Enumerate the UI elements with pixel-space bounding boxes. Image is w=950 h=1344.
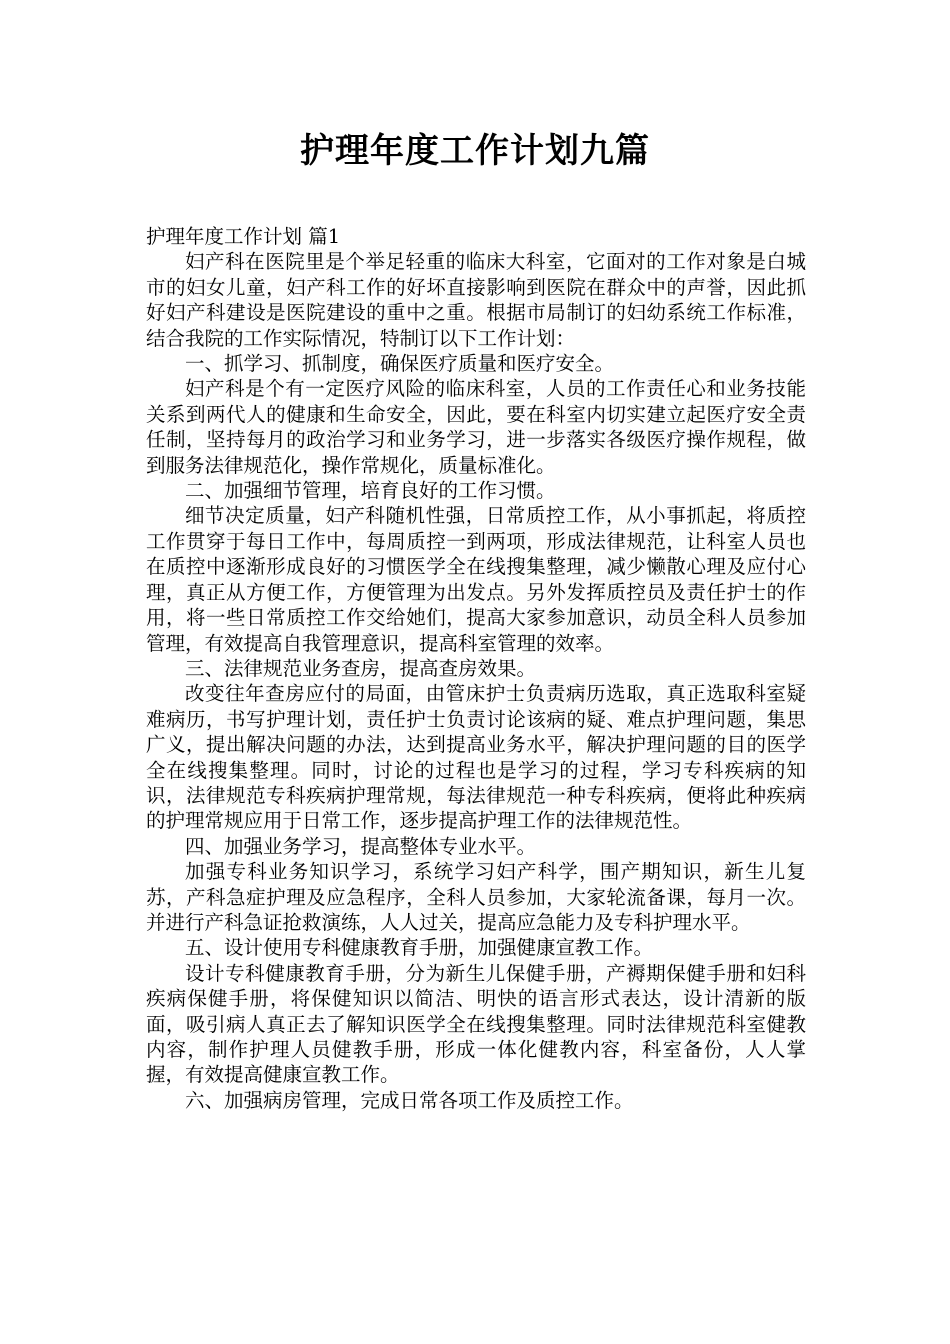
section-heading: 护理年度工作计划 篇1 [146, 225, 341, 248]
subheading: 六、加强病房管理，完成日常各项工作及质控工作。 [185, 1088, 634, 1112]
paragraph: 改变往年查房应付的局面，由管床护士负责病历选取，真正选取科室疑难病历，书写护理计划，责任护士负责讨论该病的疑、难点护理问题，集思广义，提出解决问题的办法，达到提高业务水平，解决护理问题的目的医学全在线搜集整理。同时，讨论的过程也是学习的过程，学习专科疾病的知识，法律规范专科疾病护理常规，每法律规范一种专科疾病，便将此种疾病的护理常规应用于日常工作，逐步提高护理工作的法律规范性。 [146, 682, 806, 833]
subheading: 三、法律规范业务查房，提高查房效果。 [185, 656, 537, 680]
subheading: 一、抓学习、抓制度，确保医疗质量和医疗安全。 [185, 352, 615, 376]
paragraph: 妇产科在医院里是个举足轻重的临床大科室，它面对的工作对象是白城市的妇女儿童，妇产科工作的好坏直接影响到医院在群众中的声誉，因此抓好妇产科建设是医院建设的重中之重。根据市局制订的妇幼系统工作标准，结合我院的工作实际情况，特制订以下工作计划： [146, 250, 806, 350]
paragraph: 细节决定质量，妇产科随机性强，日常质控工作，从小事抓起，将质控工作贯穿于每日工作中，每周质控一到两项，形成法律规范，让科室人员也在质控中逐渐形成良好的习惯医学全在线搜集整理，减少懒散心理及应付心理，真正从方便工作，方便管理为出发点。另外发挥质控员及责任护士的作用，将一些日常质控工作交给她们，提高大家参加意识，动员全科人员参加管理，有效提高自我管理意识，提高科室管理的效率。 [146, 504, 806, 655]
paragraph: 妇产科是个有一定医疗风险的临床科室，人员的工作责任心和业务技能关系到两代人的健康和生命安全，因此，要在科室内切实建立起医疗安全责任制，坚持每月的政治学习和业务学习，进一步落实各级医疗操作规程，做到服务法律规范化，操作常规化，质量标准化。 [146, 377, 806, 477]
paragraph: 设计专科健康教育手册，分为新生儿保健手册，产褥期保健手册和妇科疾病保健手册，将保健知识以简洁、明快的语言形式表达，设计清新的版面，吸引病人真正去了解知识医学全在线搜集整理。同时法律规范科室健教内容，制作护理人员健教手册，形成一体化健教内容，科室备份，人人掌握，有效提高健康宣教工作。 [146, 961, 806, 1087]
subheading: 五、设计使用专科健康教育手册，加强健康宣教工作。 [185, 936, 654, 960]
paragraph: 加强专科业务知识学习，系统学习妇产科学，围产期知识，新生儿复苏，产科急症护理及应急程序，全科人员参加，大家轮流备课，每月一次。并进行产科急证抢救演练，人人过关，提高应急能力及专科护理水平。 [146, 860, 806, 934]
document-title: 护理年度工作计划九篇 [300, 131, 650, 171]
subheading: 四、加强业务学习，提高整体专业水平。 [185, 834, 537, 858]
subheading: 二、加强细节管理，培育良好的工作习惯。 [185, 479, 556, 503]
document-body [146, 224, 806, 1113]
